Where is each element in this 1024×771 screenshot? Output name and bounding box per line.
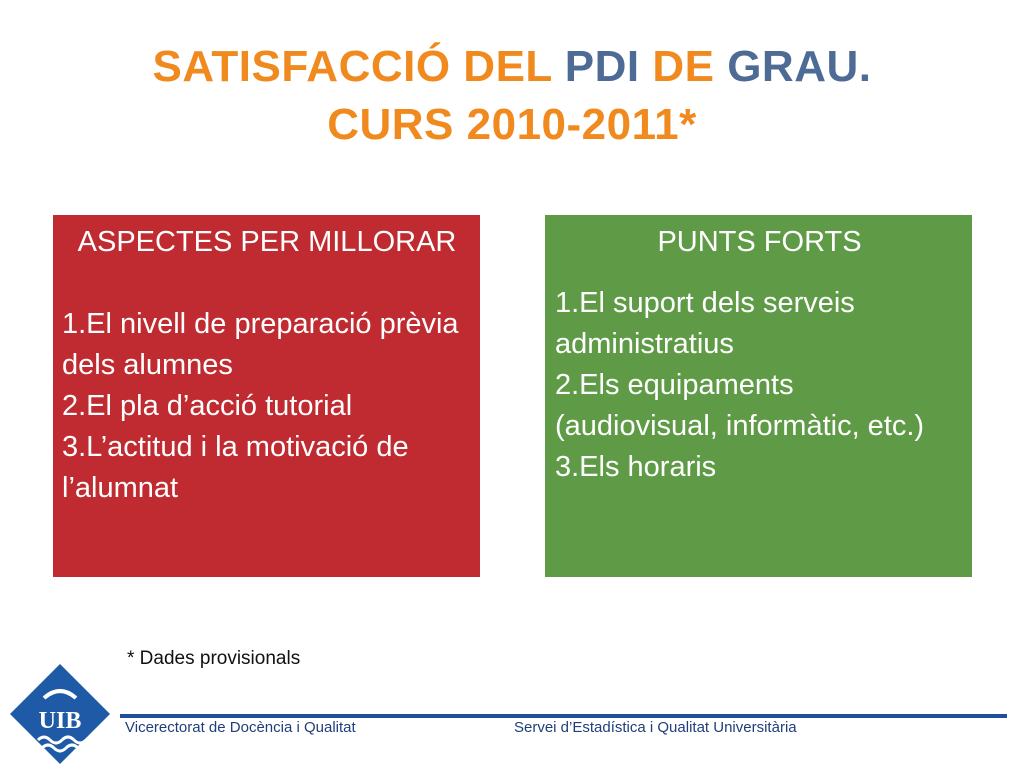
improvement-areas-box	[53, 215, 480, 577]
uib-logo	[8, 662, 112, 766]
footer-left: Vicerectorat de Docència i Qualitat	[125, 719, 356, 736]
footer-divider	[120, 714, 1007, 718]
box-heading: PUNTS FORTS	[657, 226, 862, 258]
slide-title	[0, 38, 1024, 154]
title-part: DE	[652, 42, 715, 91]
strengths-box	[545, 215, 972, 577]
box-heading: ASPECTES PER MILLORAR	[77, 226, 457, 258]
list-item: 3.Els horaris	[555, 451, 717, 483]
footnote: * Dades provisionals	[127, 648, 301, 669]
title-line-2: CURS 2010-2011*	[327, 100, 697, 149]
list-item: 1.El nivell de preparació prèvia dels alumnes	[62, 308, 459, 381]
title-part: PDI	[564, 42, 640, 91]
list-item: 3.L’actitud i la motivació de l’alumnat	[62, 431, 409, 504]
title-part: SATISFACCIÓ DEL	[152, 42, 552, 91]
logo-text: UIB	[38, 708, 82, 734]
list-item: 2.Els equipaments (audiovisual, informàtic, etc.)	[555, 369, 925, 442]
list-item: 2.El pla d’acció tutorial	[62, 390, 353, 422]
footer-right: Servei d’Estadística i Qualitat Universitària	[514, 719, 797, 736]
title-line-1	[0, 38, 1024, 96]
list-item: 1.El suport dels serveis administratius	[555, 287, 855, 360]
title-part: GRAU.	[727, 42, 872, 91]
